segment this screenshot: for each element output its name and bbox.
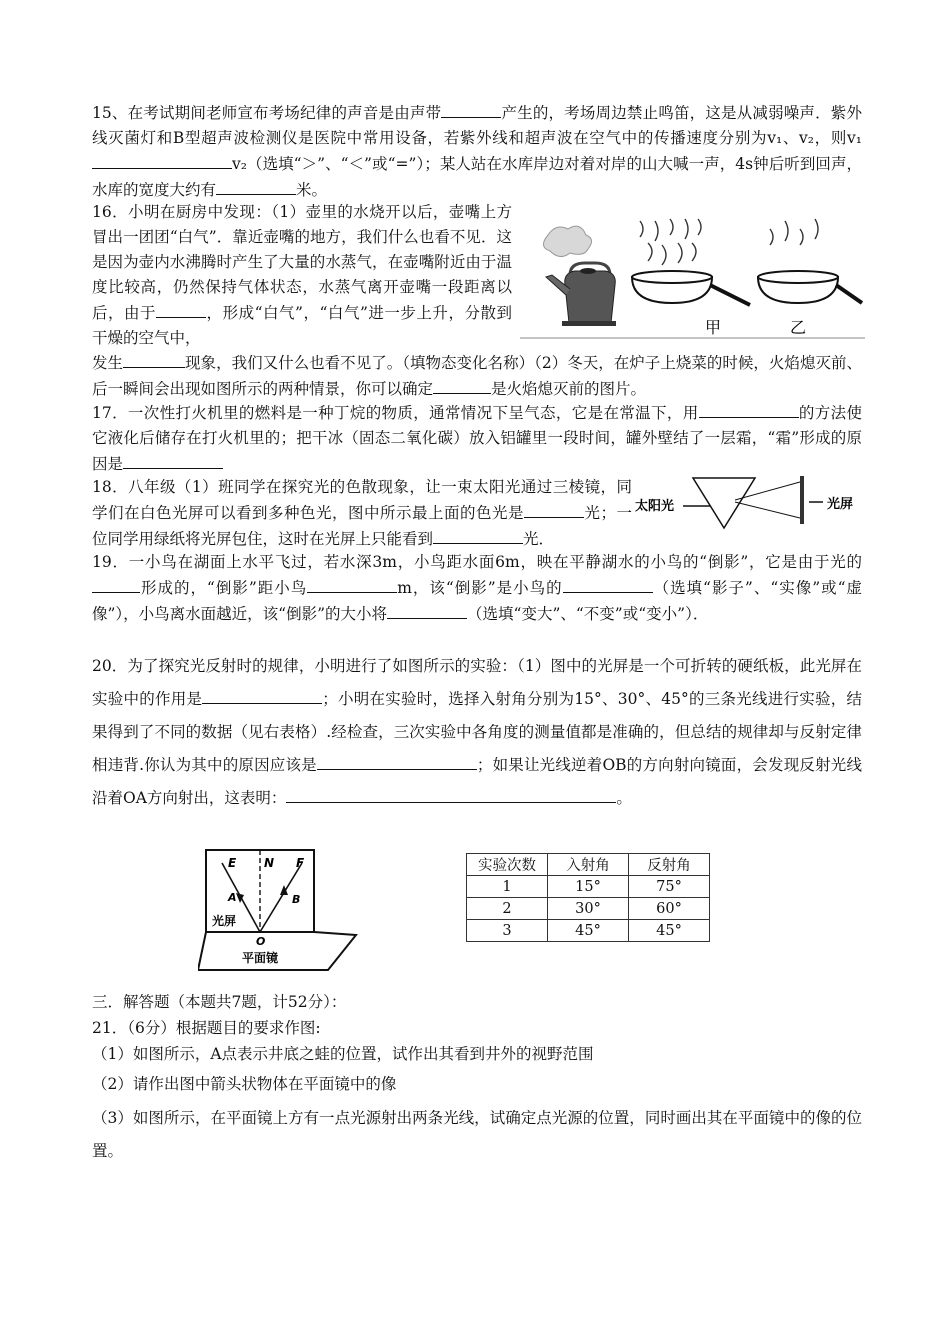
section-3-heading: 三．解答题（本题共7题，计52分）：: [92, 993, 347, 1011]
table-cell: 15°: [548, 876, 629, 898]
kettle-image: [543, 226, 616, 326]
label-jia: 甲: [705, 318, 722, 337]
label-a: A: [228, 891, 237, 904]
question-18: [92, 475, 632, 552]
reflection-figure: [198, 845, 358, 975]
table-row: [467, 920, 710, 942]
question-16-top: [92, 200, 512, 351]
q15-text-3: v₂（选填“＞”、“＜”或“=”）；某人站在水库岸边对着对岸的山大喊一声，4s钟后听到回声，水库的宽度大约有: [92, 155, 862, 199]
kettle-pans-figure: [520, 205, 865, 350]
label-mirror: 平面镜: [242, 951, 279, 965]
q16-text-2: ，形成“白气”，“白气”进一步上升，分散到干燥的空气中，: [92, 304, 512, 347]
q20-text-1: 20．为了探究光反射时的规律，小明进行了如图所示的实验：（1）图中的光屏是一个可折转的硬纸板，此光屏在实验中的作用是: [92, 657, 862, 708]
q15-text-4: 米。: [296, 181, 328, 199]
question-19: [92, 550, 862, 627]
q16-text-4: 现象，我们又什么也看不见了。（填物态变化名称）（2）冬天，在炉子上烧菜的时候，火焰熄灭前、后一瞬间会出现如图所示的两种情景，你可以确定: [92, 354, 862, 398]
q20-text-3: ；如果让光线逆着OB的方向射向镜面，会发现反射光线沿着OA方向射出，这表明：: [92, 756, 862, 807]
q18-text-2: 光；一位同学用绿纸将光屏包住，这时在光屏上只能看到: [92, 504, 632, 548]
label-n: N: [264, 856, 275, 870]
q20-blank-1[interactable]: [202, 686, 322, 704]
label-f: F: [296, 856, 305, 870]
q17-blank-2[interactable]: [123, 451, 223, 469]
q19-blank-4[interactable]: [387, 601, 467, 619]
question-21-part-2: （2）请作出图中箭头状物体在平面镜中的像: [92, 1075, 397, 1093]
q18-blank-1[interactable]: [524, 500, 584, 518]
table-cell: 45°: [548, 920, 629, 942]
table-cell: 60°: [629, 898, 710, 920]
question-20: [92, 650, 862, 815]
q17-text-1: 17．一次性打火机里的燃料是一种丁烷的物质，通常情况下呈气态，它是在常温下，用: [92, 404, 699, 422]
q20-text-4: 。: [616, 789, 632, 807]
label-o: O: [256, 935, 266, 948]
q20-blank-3[interactable]: [286, 785, 616, 803]
q16-blank-3[interactable]: [433, 376, 491, 394]
q15-text-2: 产生的，考场周边禁止鸣笛，这是从减弱噪声．紫外线灭菌灯和B型超声波检测仪是医院中常用设备，若紫外线和超声波在空气中的传播速度分别为v₁、v₂，则v₁: [92, 104, 862, 147]
label-screen: 光屏: [827, 497, 854, 512]
q16-text-1: 16．小明在厨房中发现：（1）壶里的水烧开以后，壶嘴上方冒出一团团“白气”．靠近壶嘴的地方，我们什么也看不见．这是因为壶内水沸腾时产生了大量的水蒸气，在壶嘴附近由于温度比较高，仍然保持气体状态，水蒸气离开壶嘴一段距离以后，由于: [92, 203, 512, 322]
q16-text-3: 发生: [92, 354, 124, 372]
table-header-row: [467, 854, 710, 876]
table-cell: 3: [467, 920, 548, 942]
q15-blank-2[interactable]: [92, 151, 232, 169]
pan-jia: [632, 219, 750, 305]
question-21: 21．（6分）根据题目的要求作图:: [92, 1019, 321, 1037]
table-row: [467, 898, 710, 920]
q19-text-1: 19．一小鸟在湖面上水平飞过，若水深3m，小鸟距水面6m，映在平静湖水的小鸟的“倒影”，它是由于光的: [92, 553, 862, 571]
q18-text-3: 光．: [523, 530, 555, 548]
q17-blank-1[interactable]: [699, 400, 799, 418]
prism-figure: [635, 470, 865, 532]
label-b: B: [292, 893, 301, 906]
question-21-part-3: （3）如图所示，在平面镜上方有一点光源射出两条光线，试确定点光源的位置，同时画出其在平面镜中的像的位置。: [92, 1109, 862, 1160]
label-sun: 太阳光: [635, 499, 675, 514]
question-16-bottom: [92, 350, 862, 402]
q19-text-2: 形成的，“倒影”距小鸟: [140, 579, 308, 597]
table-header-cell: 入射角: [548, 854, 629, 876]
q19-blank-1[interactable]: [92, 575, 140, 593]
q20-text-2: ；小明在实验时，选择入射角分别为15°、30°、45°的三条光线进行实验，结果得到了不同的数据（见右表格）.经检查，三次实验中各角度的测量值都是准确的，但总结的规律却与反射定律相违背.你认为其中的原因应该是: [92, 690, 862, 774]
label-yi: 乙: [790, 318, 807, 337]
table-cell: 2: [467, 898, 548, 920]
q17-text-2: 的方法使它液化后储存在打火机里的；把干冰（固态二氧化碳）放入铝罐里一段时间，罐外壁结了一层霜，“霜”形成的原因是: [92, 404, 862, 473]
table-row: [467, 876, 710, 898]
pan-yi: [758, 219, 862, 303]
table-cell: 75°: [629, 876, 710, 898]
table-cell: 45°: [629, 920, 710, 942]
q19-blank-3[interactable]: [563, 575, 653, 593]
table-header-cell: 反射角: [629, 854, 710, 876]
table-cell: 1: [467, 876, 548, 898]
q19-text-5: （选填“变大”、“不变”或“变小”）．: [467, 605, 709, 623]
experiment-table: [466, 853, 710, 942]
label-e: E: [228, 856, 237, 870]
q15-blank-1[interactable]: [441, 100, 501, 118]
q20-blank-2[interactable]: [317, 752, 477, 770]
question-15: [92, 100, 862, 203]
q18-blank-2[interactable]: [433, 526, 523, 544]
table-cell: 30°: [548, 898, 629, 920]
table-header-cell: 实验次数: [467, 854, 548, 876]
q16-text-5: 是火焰熄灭前的图片。: [491, 380, 647, 398]
question-21-part-1: （1）如图所示，A点表示井底之蛙的位置，试作出其看到井外的视野范围: [92, 1045, 594, 1063]
q16-blank-2[interactable]: [123, 350, 185, 368]
q18-text-1: 18．八年级（1）班同学在探究光的色散现象，让一束太阳光通过三棱镜，同学们在白色光屏可以看到多种色光，图中所示最上面的色光是: [92, 478, 632, 522]
q19-text-3: m，该“倒影”是小鸟的: [397, 579, 563, 597]
q16-blank-1[interactable]: [156, 300, 206, 318]
label-guangping: 光屏: [212, 914, 237, 928]
q15-text-1: 15、在考试期间老师宣布考场纪律的声音是由声带: [92, 104, 442, 122]
question-17: [92, 400, 862, 477]
q15-blank-3[interactable]: [216, 177, 296, 195]
q19-blank-2[interactable]: [307, 575, 397, 593]
q19-text-4: （选填“影子”、“实像”或“虚像”），小鸟离水面越近，该“倒影”的大小将: [92, 579, 863, 623]
